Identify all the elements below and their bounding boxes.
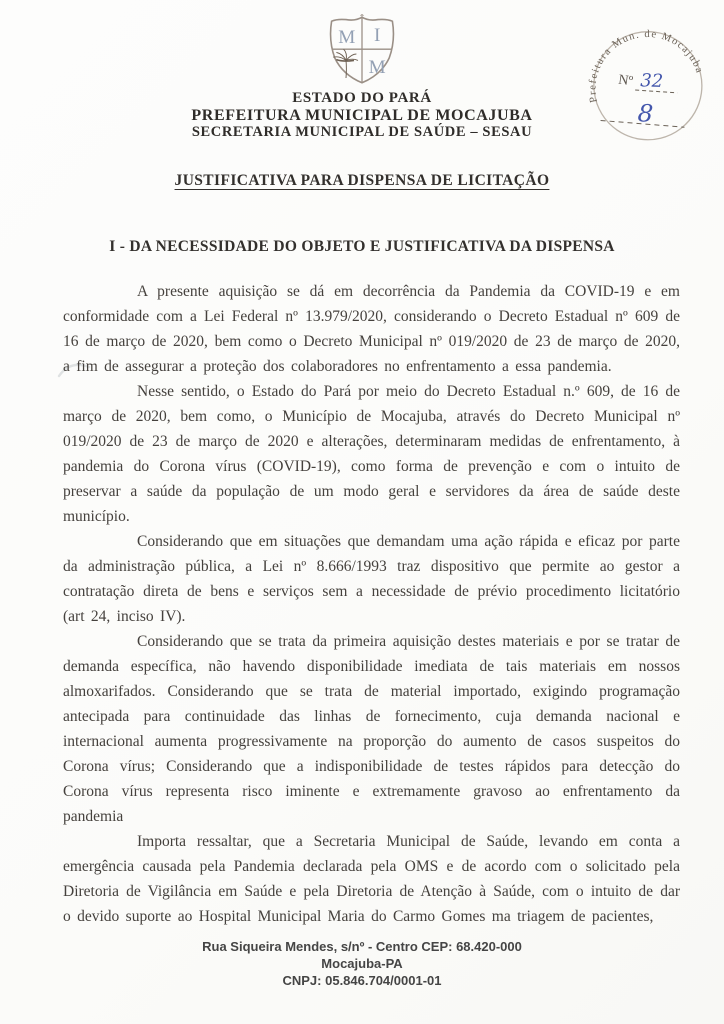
footer-address-line: Rua Siqueira Mendes, s/nº - Centro CEP: 68.420-000 bbox=[202, 939, 522, 954]
crest-letter-bottom-right: M bbox=[368, 57, 386, 79]
crest-letter-top-right: I bbox=[374, 25, 381, 47]
document-body bbox=[63, 279, 680, 929]
paragraph-1: A presente aquisição se dá em decorrência da Pandemia da COVID-19 e em conformidade com a Lei Federal nº 13.979/2020, considerando o Decreto Estadual nº 609 de 16 de março de 2020, bem como o Decreto Municipal nº 019/2020 de 23 de março de 2020, a fim de assegurar a proteção dos colaboradores no enfrentamento a essa pandemia. bbox=[63, 283, 680, 375]
stamp-handwritten-second-number: 8 bbox=[636, 99, 655, 129]
stamp-arc-text: Prefeitura Mun. de Mocajuba bbox=[587, 28, 705, 104]
section-heading: I - DA NECESSIDADE DO OBJETO E JUSTIFICATIVA DA DISPENSA bbox=[109, 238, 615, 255]
document-footer bbox=[0, 938, 724, 989]
paragraph-2: Nesse sentido, o Estado do Pará por meio do Decreto Estadual n.º 609, de 16 de março de 2020, bem como, o Município de Mocajuba, através do Decreto Municipal nº 019/2020 de 23 de março de 2020 e alterações, determinaram medidas de enfrentamento, à pandemia do Corona vírus (COVID-19), como forma de prevenção e com o intuito de preservar a saúde da população de um modo geral e servidores da área de saúde deste município. bbox=[63, 383, 680, 525]
footer-city-line: Mocajuba-PA bbox=[321, 956, 403, 971]
official-stamp bbox=[578, 18, 721, 153]
paragraph-4: Considerando que se trata da primeira aquisição destes materiais e por se tratar de demanda específica, não havendo disponibilidade imediata de tais materiais em nossos almoxarifados. Considerando que se trata de material importado, exigindo programação antecipada para continuidade das linhas de fornecimento, cuja demanda nacional e internacional aumenta progressivamente na proporção do aumento de casos suspeitos do Corona vírus; Considerando que a indisponibilidade de testes rápidos para detecção do Corona vírus representa risco iminente e extremamente gravoso ao enfrentamento da pandemia bbox=[63, 633, 680, 825]
paragraph-3: Considerando que em situações que demandam uma ação rápida e eficaz por parte da administração pública, a Lei nº 8.666/1993 traz dispositivo que permite ao gestor a contratação direta de bens e serviços sem a necessidade de prévio procedimento licitatório (art 24, inciso IV). bbox=[63, 533, 680, 625]
paragraph-5: Importa ressaltar, que a Secretaria Municipal de Saúde, levando em conta a emergência causada pela Pandemia declarada pela OMS e de acordo com o solicitado pela Diretoria de Vigilância em Saúde e pela Diretoria de Atenção à Saúde, com o intuito de dar o devido suporte ao Hospital Municipal Maria do Carmo Gomes ma triagem de pacientes, bbox=[63, 833, 680, 925]
crest-letter-top-left: M bbox=[338, 26, 356, 48]
stamp-handwritten-number: 32 bbox=[639, 70, 664, 93]
header-prefeitura-line: PREFEITURA MUNICIPAL DE MOCAJUBA bbox=[191, 107, 533, 124]
stamp-number-label: Nº bbox=[617, 72, 634, 90]
crest-palm-tree bbox=[333, 49, 358, 78]
header-state-line: ESTADO DO PARÁ bbox=[292, 90, 432, 106]
municipal-crest-icon bbox=[310, 14, 414, 86]
footer-cnpj-line: CNPJ: 05.846.704/0001-01 bbox=[282, 973, 442, 988]
document-title: JUSTIFICATIVA PARA DISPENSA DE LICITAÇÃO bbox=[174, 172, 550, 189]
header-secretaria-line: SECRETARIA MUNICIPAL DE SAÚDE – SESAU bbox=[191, 124, 533, 140]
